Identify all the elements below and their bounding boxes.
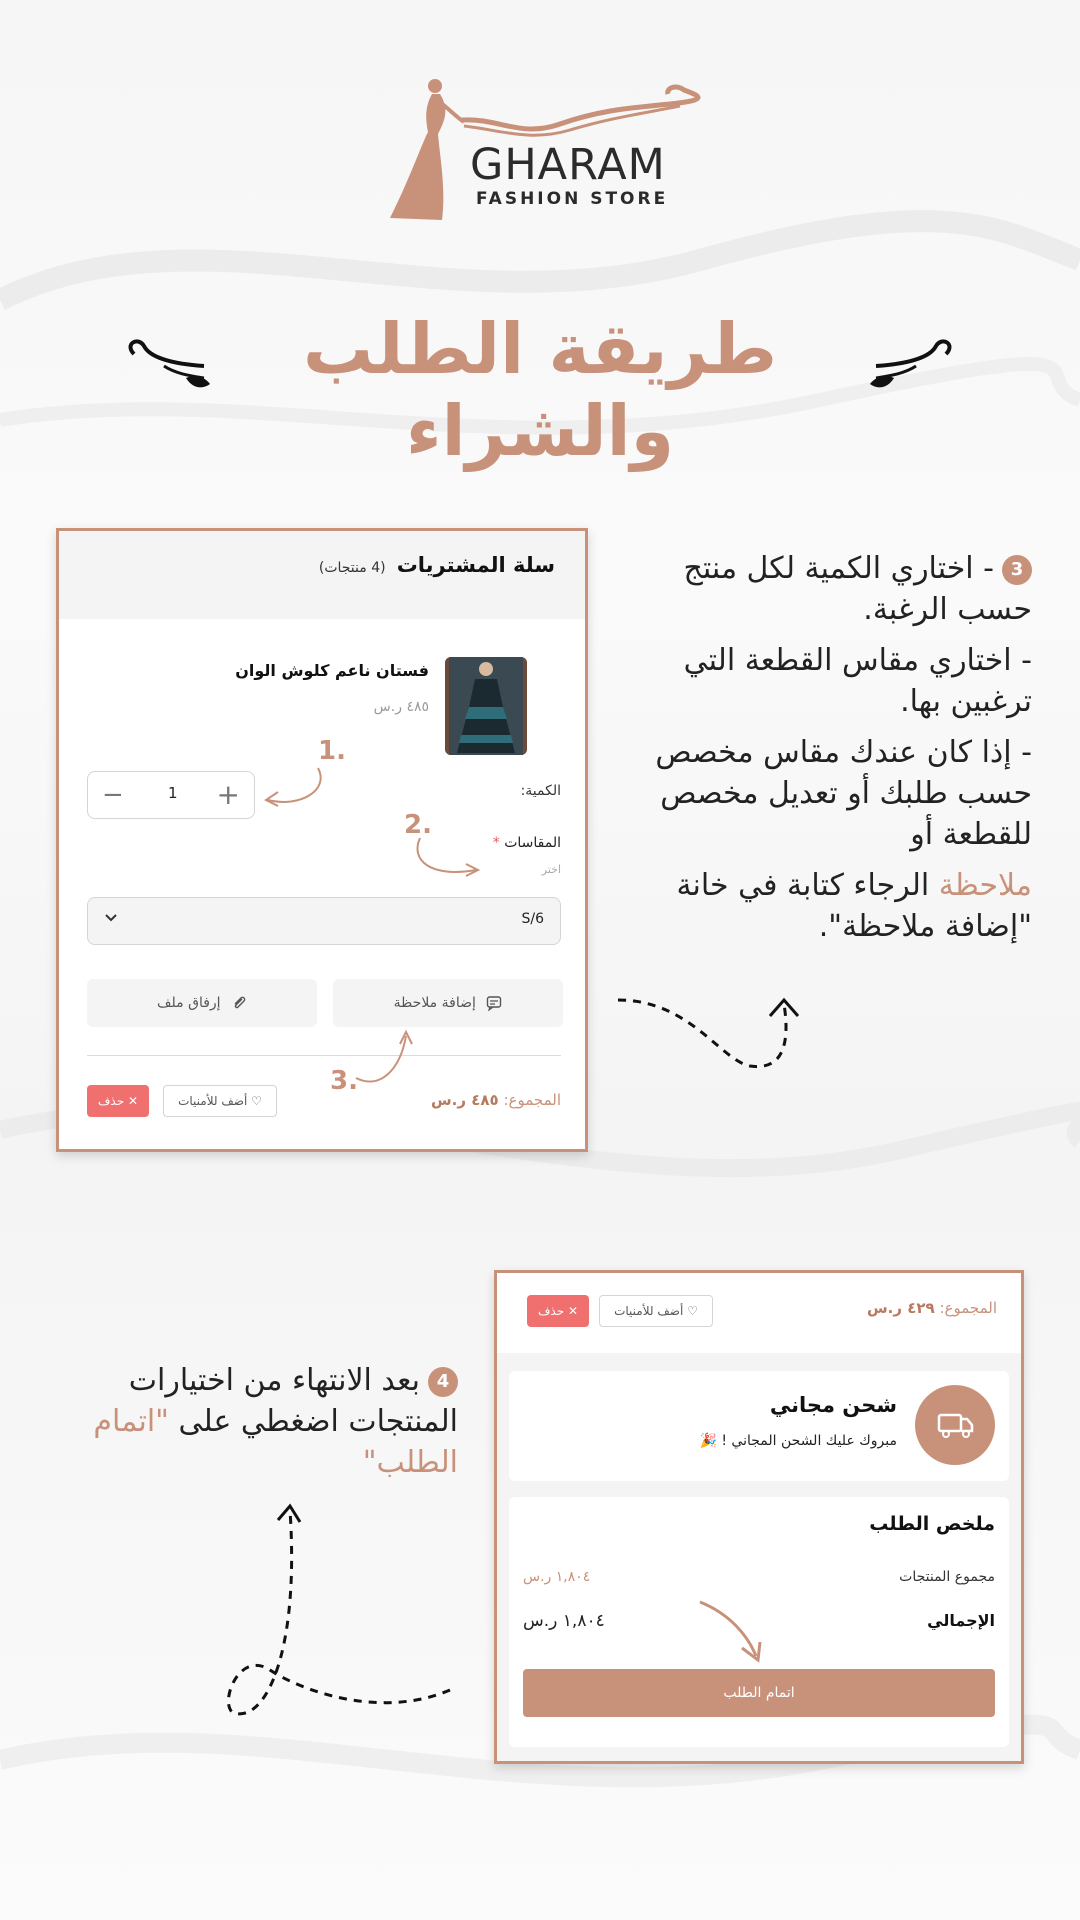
heart-icon: ♡ [251, 1094, 262, 1108]
summary-title: ملخص الطلب [869, 1513, 995, 1535]
step3-note [612, 865, 1032, 947]
step3-instructions [612, 548, 1032, 957]
delete-label: حذف [97, 1094, 125, 1108]
step4-accent: "اتمام الطلب" [93, 1404, 458, 1480]
note-icon [486, 995, 502, 1011]
subtotal-value: ١,٨٠٤ ر.س [523, 1569, 591, 1585]
cart-title: سلة المشتريات [396, 553, 555, 577]
total-label: المجموع: [939, 1299, 997, 1317]
quantity-stepper[interactable] [87, 771, 255, 819]
product-name[interactable]: فستان ناعم كلوش الوان [235, 661, 429, 680]
brand-name: GHARAM [470, 140, 666, 190]
size-select[interactable] [87, 897, 561, 945]
add-note-button[interactable] [333, 979, 563, 1027]
step3-line1-text: - اختاري الكمية لكل منتج حسب الرغبة. [683, 551, 1032, 627]
subtotal-label: مجموع المنتجات [899, 1569, 995, 1585]
cart-count: (4 منتجات) [318, 560, 386, 576]
brand-subtitle: FASHION STORE [476, 189, 669, 209]
required-star: * [492, 835, 500, 851]
note-accent: ملاحظة [938, 868, 1032, 903]
marker-1: 1. [318, 736, 346, 766]
quantity-value[interactable]: 1 [168, 784, 178, 802]
step3-badge: 3 [1002, 555, 1032, 585]
close-icon: ✕ [567, 1304, 579, 1318]
step4-instructions [40, 1360, 458, 1483]
delete-button[interactable] [87, 1085, 149, 1117]
step4-badge: 4 [428, 1367, 458, 1397]
shipping-title: شحن مجاني [769, 1393, 897, 1417]
delivery-truck-icon [915, 1385, 995, 1465]
note-rest: الرجاء كتابة في خانة "إضافة ملاحظة". [676, 868, 1032, 944]
size-selected-value: S/6 [521, 911, 544, 927]
page-title: طريقة الطلب والشراء [302, 308, 778, 472]
add-to-wishlist-button[interactable] [163, 1085, 277, 1117]
heart-icon: ♡ [687, 1304, 698, 1318]
attach-file-label: إرفاق ملف [157, 995, 221, 1011]
size-label [493, 835, 561, 851]
minus-icon[interactable]: − [102, 780, 124, 810]
divider [87, 1055, 561, 1056]
checkout-card [494, 1270, 1024, 1764]
grand-total-label: الإجمالي [927, 1611, 995, 1630]
cart-header [59, 531, 585, 619]
delete-label: حذف [537, 1304, 565, 1318]
attach-file-button[interactable] [87, 979, 317, 1027]
delete-button[interactable] [527, 1295, 589, 1327]
step3-line2: - اختاري مقاس القطعة التي ترغبين بها. [683, 643, 1032, 719]
step3-line1 [612, 548, 1032, 630]
total-value: ٤٨٥ ر.س [430, 1091, 499, 1109]
free-shipping-box [509, 1371, 1009, 1481]
wishlist-label: أضف للأمنيات [178, 1094, 248, 1108]
add-to-wishlist-button[interactable] [599, 1295, 713, 1327]
wishlist-label: أضف للأمنيات [614, 1304, 684, 1318]
chevron-down-icon [104, 910, 118, 928]
grand-total-value: ١,٨٠٤ ر.س [523, 1611, 605, 1631]
quantity-label: الكمية: [520, 783, 561, 799]
size-hint: اختر [541, 863, 561, 876]
add-note-label: إضافة ملاحظة [393, 995, 476, 1011]
product-price: ٤٨٥ ر.س [373, 699, 429, 715]
close-icon: ✕ [127, 1094, 139, 1108]
step4-text: بعد الانتهاء من اختيارات المنتجات اضغطي على [128, 1363, 458, 1439]
cart-item-total [431, 1091, 561, 1109]
plus-icon[interactable]: + [216, 778, 240, 811]
complete-order-button[interactable]: اتمام الطلب [523, 1669, 995, 1717]
paperclip-icon [231, 995, 247, 1011]
step3-line3: - إذا كان عندك مقاس مخصص حسب طلبك أو تعديل مخصص للقطعة أو [655, 735, 1032, 852]
shipping-subtitle: مبروك عليك الشحن المجاني ! 🎉 [699, 1433, 897, 1449]
checkout-top-row [497, 1273, 1021, 1353]
size-label-text: المقاسات [504, 835, 561, 851]
marker-3: 3. [330, 1066, 358, 1096]
checkout-item-total [867, 1299, 997, 1317]
marker-2: 2. [404, 810, 432, 840]
total-label: المجموع: [503, 1091, 561, 1109]
total-value: ٤٢٩ ر.س [866, 1299, 935, 1317]
product-image[interactable] [445, 657, 527, 755]
cart-card [56, 528, 588, 1152]
order-summary [509, 1497, 1009, 1747]
